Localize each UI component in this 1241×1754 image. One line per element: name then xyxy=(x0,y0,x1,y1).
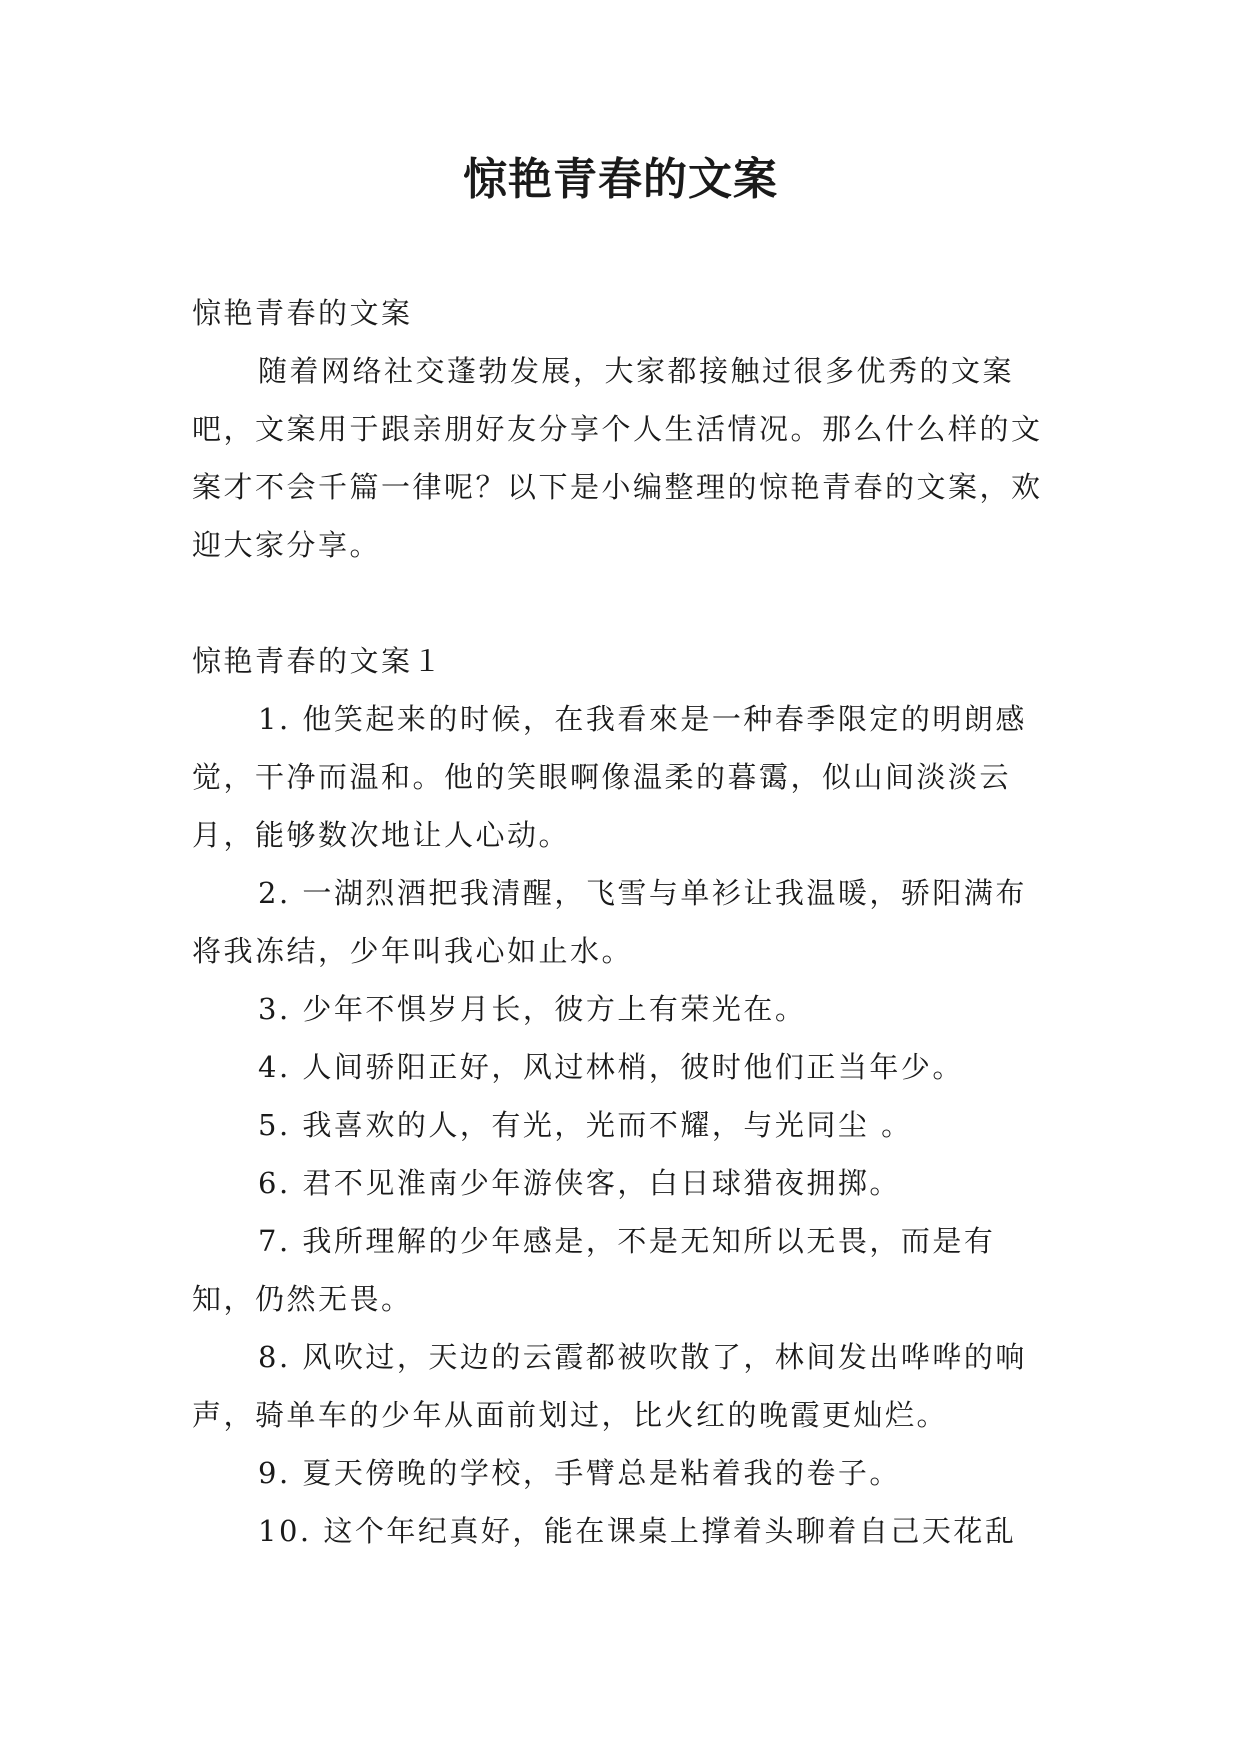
document-subtitle: 惊艳青春的文案 xyxy=(192,296,413,330)
page-title: 惊艳青春的文案 xyxy=(463,154,778,205)
list-item: 6. 君不见淮南少年游侠客，白日球猎夜拥掷。 xyxy=(258,1166,901,1200)
list-item: 3. 少年不惧岁月长，彼方上有荣光在。 xyxy=(258,992,807,1026)
section-heading: 惊艳青春的文案１ xyxy=(192,644,445,678)
list-item: 7. 我所理解的少年感是，不是无知所以无畏，而是有知，仍然无畏。 xyxy=(192,1224,996,1316)
list-item: 4. 人间骄阳正好，风过林梢，彼时他们正当年少。 xyxy=(258,1050,964,1084)
document-body xyxy=(192,284,1050,1560)
list-item: 10. 这个年纪真好，能在课桌上撑着头聊着自己天花乱 xyxy=(258,1514,1017,1548)
list-item: 9. 夏天傍晚的学校，手臂总是粘着我的卷子。 xyxy=(258,1456,901,1490)
list-item: 5. 我喜欢的人，有光，光而不耀，与光同尘 。 xyxy=(258,1108,913,1142)
intro-paragraph: 随着网络社交蓬勃发展，大家都接触过很多优秀的文案吧，文案用于跟亲朋好友分享个人生活情况。那么什么样的文案才不会千篇一律呢？以下是小编整理的惊艳青春的文案，欢迎大家分享。 xyxy=(192,354,1043,562)
list-item: 8. 风吹过，天边的云霞都被吹散了，林间发出哗哗的响声，骑单车的少年从面前划过，比火红的晚霞更灿烂。 xyxy=(192,1340,1027,1432)
list-item: 2. 一湖烈酒把我清醒，飞雪与单衫让我温暖，骄阳满布将我冻结，少年叫我心如止水。 xyxy=(192,876,1027,968)
list-item: 1. 他笑起来的时候，在我看來是一种春季限定的明朗感觉，干净而温和。他的笑眼啊像温柔的暮霭，似山间淡淡云月，能够数次地让人心动。 xyxy=(192,702,1027,852)
